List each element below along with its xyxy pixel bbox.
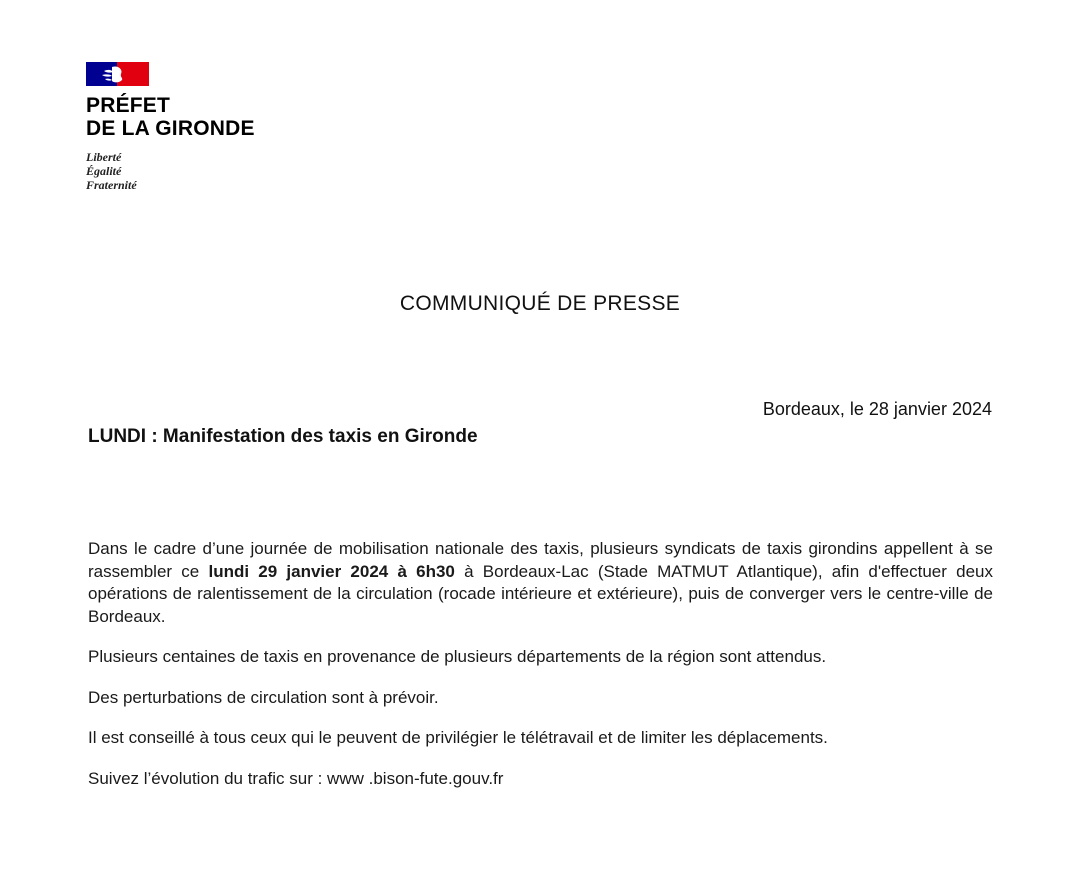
marianne-flag-icon bbox=[86, 62, 149, 86]
prefecture-name-line1: PRÉFET bbox=[86, 94, 171, 117]
republic-motto bbox=[86, 150, 255, 192]
date-place-line: Bordeaux, le 28 janvier 2024 bbox=[762, 399, 992, 419]
paragraph-2: Plusieurs centaines de taxis en provenance de plusieurs départements de la région sont attendus. bbox=[88, 647, 827, 666]
press-release-body bbox=[88, 538, 993, 808]
document-type-heading: COMMUNIQUÉ DE PRESSE bbox=[399, 292, 681, 315]
prefecture-name-line2: DE LA GIRONDE bbox=[86, 117, 255, 140]
paragraph-1-intro: Dans le cadre d’une journée de mobilisation nationale des taxis, plusieurs syndicats de taxis girondins appellent à se rassembler ce bbox=[88, 539, 993, 581]
prefecture-logo bbox=[86, 62, 255, 192]
paragraph-1-date-emphasis: lundi 29 janvier 2024 à 6h30 bbox=[208, 561, 455, 581]
paragraph-5-traffic-info: Suivez l’évolution du trafic sur : www .bison-fute.gouv.fr bbox=[88, 768, 504, 788]
motto-fraternite: Fraternité bbox=[86, 178, 137, 192]
prefecture-name bbox=[86, 94, 255, 140]
press-release-title: LUNDI : Manifestation des taxis en Gironde bbox=[88, 426, 478, 447]
motto-liberte: Liberté bbox=[86, 150, 122, 164]
paragraph-4: Il est conseillé à tous ceux qui le peuvent de privilégier le télétravail et de limiter les déplacements. bbox=[88, 728, 828, 747]
paragraph-1-rest: à Bordeaux-Lac (Stade MATMUT Atlantique), afin d'effectuer deux opérations de ralentissement de la circulation (rocade intérieure et extérieure), puis de converger vers le centre-ville de Bordeaux. bbox=[88, 561, 993, 626]
motto-egalite: Égalité bbox=[86, 164, 122, 178]
paragraph-1 bbox=[88, 538, 993, 628]
paragraph-3: Des perturbations de circulation sont à prévoir. bbox=[88, 687, 439, 707]
